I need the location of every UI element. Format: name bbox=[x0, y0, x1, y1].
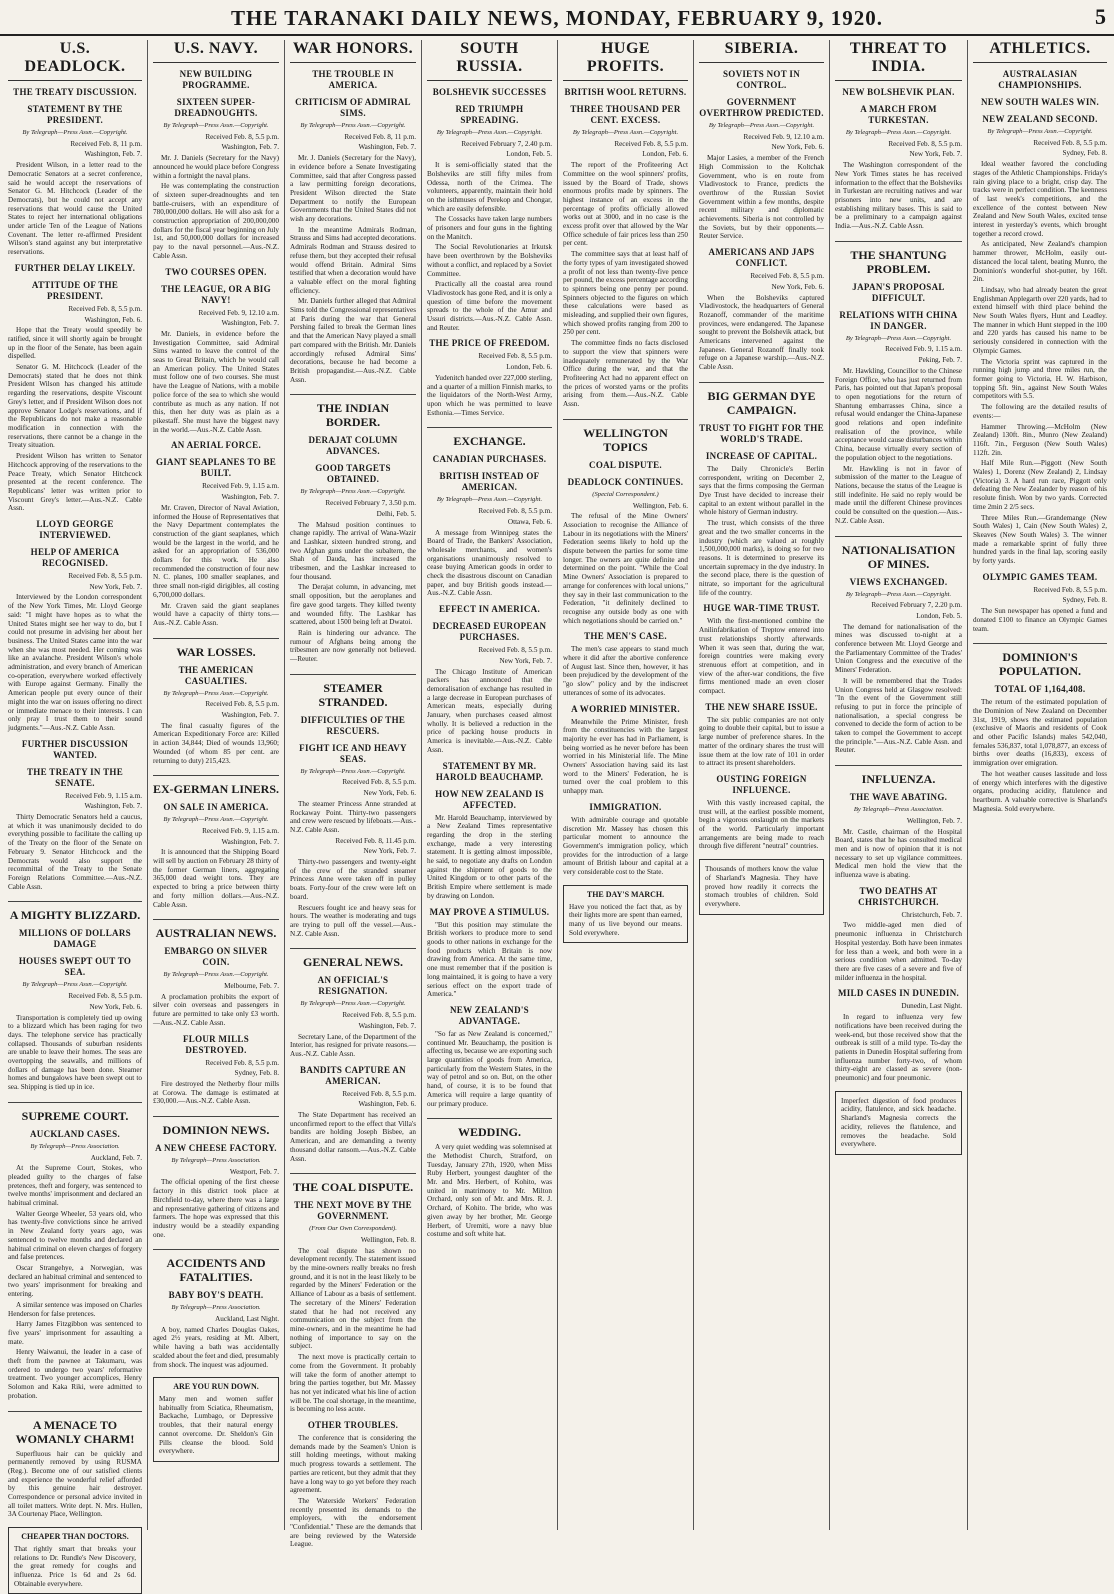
article-paragraph: The Social Revolutionaries at Irkutsk have been overthrown by the Bolsheviks without a conflict, and replaced by a Soviet Committee. bbox=[427, 243, 552, 278]
byline: By Telegraph—Press Assn.—Copyright. bbox=[845, 590, 952, 598]
dateline: Melbourne, Feb. 7. bbox=[224, 982, 279, 990]
subheading: THE WAVE ABATING. bbox=[849, 792, 948, 803]
article-paragraph: The Chicago Institute of American packers has announced that the demoralisation of exchange has resulted in a large decrease in European purchases of American meats, especially during January, when purchases ceased almost wholly. It is believed a reduction in the price of packing house products in America is inevitable.—Aus.-N.Z. Cable Assn. bbox=[427, 667, 552, 754]
column-1 bbox=[3, 40, 148, 1588]
article-paragraph: The men's case appears to stand much where it did after the abortive conference of August last. Since then, however, it has been prejudiced by the development of the "go slow" policy and by the indiscreet utterances of some of its advocates. bbox=[563, 645, 688, 697]
subheading: HELP OF AMERICA RECOGNISED. bbox=[30, 547, 120, 569]
article-paragraph: A proclamation prohibits the export of silver coin overseas and passengers in future are permitted to take only £3 worth.—Aus.-N.Z. Cable Assn. bbox=[153, 992, 279, 1027]
subheading: CRITICISM OF ADMIRAL SIMS. bbox=[295, 97, 411, 118]
article-paragraph: Transportation is completely tied up owing to a blizzard which has been raging for two days. The telephone service has practically collapsed. Thousands of suburban residents are unable to leave their homes. The seas are overtopping the seawalls, and millions of dollars of damage has been done. Steamer homes and bungalows have been swept out to sea. Shipping is tied up in ice. bbox=[8, 1013, 142, 1092]
article-paragraph: The demand for nationalisation of the mines was discussed to-night at a conference between Mr. Lloyd George and the Parliamentary Committee of the Trades' Union Congress and the executive of the Miners' Federation. bbox=[835, 622, 962, 675]
advertisement bbox=[563, 885, 688, 944]
article-paragraph: It is announced that the Shipping Board will sell by auction on February 28 thirty of the former German liners, aggregating 365,000 dead weight tons. They are expected to bring a price between thirty and forty million dollars.—Aus.-N.Z. Cable Assn. bbox=[153, 848, 279, 909]
subheading: TWO DEATHS AT CHRISTCHURCH. bbox=[858, 885, 939, 907]
subheading: BABY BOY'S DEATH. bbox=[168, 1290, 264, 1301]
dateline: Washington, Feb. 6. bbox=[84, 315, 142, 324]
subheading: DERAJAT COLUMN ADVANCES. bbox=[308, 435, 398, 457]
column-headline: U.S. NAVY. bbox=[153, 40, 279, 63]
article-paragraph: The Sun newspaper has opened a fund and donated £100 to finance an Olympic Games team. bbox=[973, 607, 1107, 633]
dateline: Received Feb. 8, 5.5 p.m. bbox=[614, 139, 688, 148]
article-paragraph: The report of the Profiteering Act Committee on the wool spinners' profits, issued by the Board of Trade, shows enormous profits made by spinners. The highest instance of an excess in the percentage of profits officially allowed works out at 3000, and in no case is the excess profit over that allowed by the War Office schedule of fair prices less than 250 per cent. bbox=[563, 161, 688, 248]
advertisement-heading: CHEAPER THAN DOCTORS. bbox=[21, 1532, 129, 1542]
column-7 bbox=[830, 40, 968, 1530]
subheading: DECREASED EUROPEAN PURCHASES. bbox=[432, 621, 547, 643]
article-paragraph: President Wilson has written to Senator Hitchcock approving of the reservations to the Peace Treaty, which Senator Hitchcock presented at the recent conference. The Republicans' letter was written prior to Viscount Grey's letter.—Aus.-N.Z. Cable Assn. bbox=[8, 452, 142, 513]
article-paragraph: Walter George Wheeler, 53 years old, who has twenty-five convictions since he arrived in New Zealand forty years ago, was sentenced to twelve months and declared an habitual criminal on eleven charges of forgery and false pretences. bbox=[8, 1209, 142, 1262]
dateline: Received Feb. 8, 5.5 p.m. bbox=[478, 352, 552, 361]
dateline: Washington, Feb. 7. bbox=[221, 319, 279, 328]
article-paragraph: Interviewed by the London correspondent of the New York Times, Mr. Lloyd George said: "I might have hopes as to what the United States might see her way to do, but I could not presume in advising her about her business. The United States came into the war when she was most needed. Her coming was like an avalanche. President Wilson's whole administration, and every branch of American co-operation, everywhere worked effectively with Europe against Germany. Finally the American people put every ounce of their might into the war on issues offering no direct or immediate menace to their interests. I can only pray I trust them to their sound judgments."—Aus.-N.Z. Cable Assn. bbox=[8, 593, 142, 732]
article-paragraph: The Derajat column, in advancing, met small opposition, but the aeroplanes and fire gave good targets. They killed twenty and wounded fifty. The Lashkar has scattered, about 1500 being left at Dwatoi. bbox=[290, 583, 416, 627]
byline: By Telegraph—Press Assn.—Copyright. bbox=[300, 122, 406, 129]
article-paragraph: The Washington correspondent of the New York Times states he has received information to the effect that the Bolsheviks in Turkestan are recruiting natives and war prisoners into new units, and are establishing military bases. This is said to be a preliminary to a campaign against India.—Aus.-N.Z. Cable Assn. bbox=[835, 161, 962, 231]
subheading: DIFFICULTIES OF THE RESCUERS. bbox=[300, 714, 406, 736]
article-paragraph: The committee says that at least half of the forty types of yarn investigated showed a profit of not less than twenty-five pence per pound, the excess percentage according to spinners being one penny per pound. Spinners objected to the figures on which these calculations were based as misleading, and supplied their own figures, which showed profits ranging from 200 to 250 per cent. bbox=[563, 250, 688, 337]
article-paragraph: Rescuers fought ice and heavy seas for hours. The weather is moderating and tugs are trying to pull off the vessel.—Aus.-N.Z. Cable Assn. bbox=[290, 903, 416, 938]
dateline: Peking, Feb. 7. bbox=[918, 356, 962, 365]
article-paragraph: Thirty-two passengers and twenty-eight of the crew of the stranded steamer Princess Anne were taken off in pulley boats. Forty-four of the crew were left on board. bbox=[290, 858, 416, 901]
article-paragraph: The next move is practically certain to come from the Government. It probably will take the form of another attempt to bring the parties together, but Mr. Massey has not yet indicated what his line of action will be. The coal shortage, in the meantime, is becoming no less acute. bbox=[290, 1353, 417, 1414]
subheading: RELATIONS WITH CHINA IN DANGER. bbox=[839, 309, 958, 331]
dateline: Washington, Feb. 7. bbox=[84, 150, 142, 159]
column-3 bbox=[285, 40, 422, 1549]
article-paragraph: The final casualty figures of the American Expeditionary Force are: Killed in action 34,844; Died of wounds 13,960; Wounded (of whom 85 per cent. are returning to duty) 215,423. bbox=[153, 721, 279, 765]
article-paragraph: The trust, which consists of the three great and the two smaller concerns in the industry (which are valued at roughly 1,500,000,000 marks), is doing so for two reasons. It is determined to preserve its uncertain supremacy in the dye industry. In the second place, there is the question of nitrate, so important for the agricultural life of the country. bbox=[699, 519, 824, 597]
article-paragraph: The official opening of the first cheese factory in this district took place at Birchfield to-day, where there was a large and representative gathering of citizens and farmers. The hope was expressed that this industry would be a steadily expanding one. bbox=[153, 1178, 279, 1239]
dateline: New York, Feb. 7. bbox=[363, 847, 416, 856]
dateline: London, Feb. 6. bbox=[506, 363, 552, 372]
dateline: Received Feb. 8, 5.5 p.m. bbox=[205, 700, 279, 709]
subheading: NEW ZEALAND'S ADVANTAGE. bbox=[449, 1004, 529, 1026]
section-headline: THE INDIAN BORDER. bbox=[290, 394, 416, 429]
byline: By Telegraph—Press Assn.—Copyright. bbox=[300, 488, 406, 496]
byline: By Telegraph—Press Assn.—Copyright. bbox=[163, 971, 269, 979]
section-headline: DOMINION NEWS. bbox=[153, 1116, 279, 1137]
byline: By Telegraph—Press Association. bbox=[30, 1142, 120, 1150]
advertisement-heading: THE DAY'S MARCH. bbox=[586, 889, 665, 899]
article-paragraph: In regard to influenza very few notifications have been received during the week-end, but those received show that the outbreak is still of a mild type. To-day the patients in Dunedin Hospital suffering from influenza number forty-two, of whom thirty-eight are classed as severe (non-pneumonic) and four pneumonic. bbox=[835, 1013, 962, 1083]
dateline: Received Feb. 8, 5.5 p.m. bbox=[1033, 585, 1107, 594]
article-paragraph: With admirable courage and quotable discretion Mr. Massey has chosen this particular moment to announce the Government's immigration policy, which provides for the introduction of a large amount of British labour and capital at a very considerable cost to the State. bbox=[563, 815, 688, 877]
subheading: DEADLOCK CONTINUES. bbox=[567, 476, 684, 487]
subheading: NEW BUILDING PROGRAMME. bbox=[179, 69, 253, 90]
article-paragraph: Practically all the coastal area round Vladivostock has gone Red, and it is only a question of time before the movement spreads to the whole of the Amur and Ussuri districts.—Aus.-N.Z. Cable Assn. and Reuter. bbox=[427, 280, 552, 332]
subheading: TWO COURSES OPEN. bbox=[165, 266, 267, 277]
article-paragraph: Half Mile Run.—Piggott (New South Wales) 1, Dorenz (New Zealand) 2, Lindsay (Victoria) 3. A hard run race, Piggott only defeating the New Zealander by reason of his resolute finish. Won by two yards. Corrected time 2min 2 2/5 secs. bbox=[973, 459, 1107, 511]
article-paragraph: With the first-mentioned combine the Anilinfabrikation of Treptow entered into trust relationships shortly afterwards. When it was seen that, during the war, foreign countries were making every strenuous effort at competition, and in view of the after-war conditions, the five firms mentioned made an even closer compact. bbox=[699, 617, 824, 696]
article-paragraph: With this vastly increased capital, the trust will, at the earliest possible moment, begin a vigorous onslaught on the markets of the world. Particularly important arrangements are being made to reach through five different "neutral" countries. bbox=[699, 798, 824, 851]
subheading: STATEMENT BY MR. HAROLD BEAUCHAMP. bbox=[435, 760, 544, 782]
dateline: London, Feb. 5. bbox=[916, 611, 962, 620]
dateline: Received Feb. 9, 1.15 a.m. bbox=[885, 345, 962, 354]
section-headline: WEDDING. bbox=[427, 1118, 552, 1139]
subheading: RED TRIUMPH SPREADING. bbox=[455, 104, 524, 125]
subheading: SIXTEEN SUPER-DREADNOUGHTS. bbox=[174, 97, 258, 118]
article-paragraph: The committee finds no facts disclosed to support the view that spinners were inadequately remunerated by the War Office during the war, and that the Profiteering Act had no apparent effect on the prices of worsted yarns or the profits arising from them.—Aus.-N.Z. Cable Assn. bbox=[563, 339, 688, 409]
article-paragraph: Oscar Strangehye, a Norwegian, was declared an habitual criminal and sentenced to two years' imprisonment for breaking and entering. bbox=[8, 1263, 142, 1299]
subheading: THE MEN'S CASE. bbox=[584, 631, 667, 642]
subheading: MILD CASES IN DUNEDIN. bbox=[837, 988, 960, 999]
article-paragraph: Yudenitch handed over 227,000 sterling, and a quarter of a million Finnish marks, to the liquidators of the North-West Army, upon which he was permitted to leave Esthonia.—Times Service. bbox=[427, 373, 552, 417]
dateline: Auckland, Feb. 7. bbox=[90, 1153, 142, 1162]
dateline: Wellington, Feb. 8. bbox=[360, 1235, 416, 1244]
article-paragraph: Ideal weather favored the concluding stages of the Athletic Championships. Friday's rain giving place to a bright, crisp day. The tracks were in perfect condition. The keenness of last week's competitions, and the excellence of the contest between New Zealand and New South Wales, excited tense interest in yesterday's events, which brought together a record crowd. bbox=[973, 160, 1107, 238]
dateline: Received February 7, 3.50 p.m. bbox=[325, 499, 416, 508]
subheading: THREE THOUSAND PER CENT. EXCESS. bbox=[570, 104, 681, 125]
subheading: MILLIONS OF DOLLARS DAMAGE bbox=[19, 928, 131, 950]
dateline: Sydney, Feb. 8. bbox=[1062, 149, 1107, 158]
dateline: Dunedin, Last Night. bbox=[901, 1002, 962, 1011]
dateline: Delhi, Feb. 5. bbox=[376, 509, 416, 518]
subheading: GIANT SEAPLANES TO BE BUILT. bbox=[155, 457, 277, 479]
subheading: FIGHT ICE AND HEAVY SEAS. bbox=[299, 742, 407, 764]
article-paragraph: Major Lasies, a member of the French High Commission to the Koltchak Government, who is en route from Vladivostock to France, predicts the overthrow of the Russian Soviet Government within a few months, despite recent military and diplomatic achievements. Siberia is not controlled by the Soviets, but by their opponents.—Reuter Service. bbox=[699, 154, 824, 241]
dateline: London, Feb. 5. bbox=[506, 150, 552, 159]
byline: By Telegraph—Press Assn.—Copyright. bbox=[436, 496, 543, 504]
byline: (From Our Own Correspondent). bbox=[309, 1225, 397, 1233]
byline: By Telegraph—Press Assn.—Copyright. bbox=[300, 1000, 406, 1008]
article-paragraph: A boy, named Charles Douglas Oakes, aged 2½ years, residing at Mt. Albert, while having a bath was accidentally scalded about the feet and died, presumably from shock. The inquest was adjourned. bbox=[153, 1325, 279, 1369]
subheading: FLOUR MILLS DESTROYED. bbox=[182, 1033, 250, 1055]
column-8 bbox=[968, 40, 1112, 1530]
article-paragraph: The Cossacks have taken large numbers of prisoners and four guns in the fighting on the Manitch. bbox=[427, 215, 552, 241]
article-paragraph: Thirty Democratic Senators held a caucus, at which it was unanimously decided to do everything possible to facilitate the calling up of the Treaty on the floor of the Senate on February 9. Senator Hitchcock and the Democrats would also support the recommittal of the Treaty to the Senate Foreign Relations Committee.—Aus.-N.Z. Cable Assn. bbox=[8, 813, 142, 891]
advertisement-text: Have you noticed the fact that, as by their lights more are spent than earned, many of us live beyond our means. Sold everywhere. bbox=[569, 902, 682, 937]
section-headline: ACCIDENTS AND FATALITIES. bbox=[153, 1249, 279, 1284]
article-paragraph: A similar sentence was imposed on Charles Henderson for false pretences. bbox=[8, 1300, 142, 1318]
article-paragraph: The Victoria sprint was captured in the running high jump and three miles run, the former going to Victoria, H. W. Harbison, topping 5ft. 9in., against New South Wales competitors with 5.5. bbox=[973, 357, 1107, 401]
dateline: London, Feb. 6. bbox=[642, 150, 688, 159]
subheading: FURTHER DELAY LIKELY. bbox=[14, 262, 136, 273]
subheading: OTHER TROUBLES. bbox=[307, 1420, 399, 1431]
dateline: Received Feb. 8, 5.5 p.m. bbox=[68, 304, 142, 313]
subheading: THE LEAGUE, OR A BIG NAVY! bbox=[161, 283, 271, 305]
dateline: Washington, Feb. 7. bbox=[84, 802, 142, 811]
subheading: OUSTING FOREIGN INFLUENCE. bbox=[716, 773, 807, 795]
byline: By Telegraph—Press Assn.—Copyright. bbox=[845, 129, 952, 136]
section-headline: A MIGHTY BLIZZARD. bbox=[8, 901, 142, 922]
subheading: STATEMENT BY THE PRESIDENT. bbox=[27, 104, 123, 125]
dateline: Received Feb. 9, 1.15 a.m. bbox=[65, 791, 142, 800]
dateline: Received Feb. 8, 11.45 p.m. bbox=[335, 836, 416, 845]
dateline: Received Feb. 8, 5.5 p.m. bbox=[478, 646, 552, 655]
subheading: BRITISH INSTEAD OF AMERICAN. bbox=[439, 471, 540, 493]
advertisement bbox=[699, 859, 824, 915]
subheading: THE TROUBLE IN AMERICA. bbox=[312, 69, 394, 90]
dateline: Wellington, Feb. 7. bbox=[906, 816, 962, 825]
subheading: COAL DISPUTE. bbox=[589, 459, 662, 470]
byline: By Telegraph—Press Assn.—Copyright. bbox=[300, 767, 406, 775]
masthead bbox=[0, 0, 1114, 36]
dateline: Received Feb. 8, 5.5 p.m. bbox=[205, 132, 279, 141]
section-headline: DOMINION'S POPULATION. bbox=[973, 643, 1107, 678]
column-headline: HUGE PROFITS. bbox=[563, 40, 688, 81]
section-headline: EXCHANGE. bbox=[427, 427, 552, 448]
dateline: Sydney, Feb. 8. bbox=[1062, 596, 1107, 605]
article-paragraph: Mr. Daniels further alleged that Admiral Sims told the Congressional representatives at Paris during the war that General Pershing failed to break the German lines and that the American Navy played a small part compared with the British. Mr. Daniels accordingly refused Admiral Sims' decorations, because he had become a British propagandist.—Aus.-N.Z. Cable Assn. bbox=[290, 297, 416, 384]
byline: By Telegraph—Press Association. bbox=[171, 1157, 261, 1165]
byline: By Telegraph—Press Assn.—Copyright. bbox=[436, 129, 543, 136]
byline: (Special Correspondent.) bbox=[592, 490, 659, 498]
byline: By Telegraph—Press Assn.—Copyright. bbox=[22, 129, 128, 136]
subheading: BRITISH WOOL RETURNS. bbox=[564, 87, 687, 97]
column-6 bbox=[694, 40, 830, 1530]
dateline: Received Feb. 8, 5.5 p.m. bbox=[68, 992, 142, 1001]
article-paragraph: Mr. Harold Beauchamp, interviewed by a New Zealand Times representative regarding the drop in the sterling exchange, made a very interesting statement. It is getting almost impossible, he said, to negotiate any drafts on London against the shipment of goods to the United Kingdom or to other parts of the British Empire where settlement is made by drawing on London. bbox=[427, 813, 552, 900]
subheading: AMERICANS AND JAPS CONFLICT. bbox=[708, 247, 815, 269]
article-paragraph: Meanwhile the Prime Minister, fresh from the constituencies with the largest majority he ever has had in Parliament, is being worried as he never before has been worried in his Ministerial life. The Mine Owners' Association having said its last word to the Miners' Federation, he is turned over the coal problem to this unhappy man. bbox=[563, 717, 688, 796]
advertisement-text: Many men and women suffer habitually from Sciatica, Rheumatism, Backache, Lumbago, or Depressive troubles, that their natural energy cannot overcome. Dr. Sheldon's Gin Pills cleanse the blood. Sold everywhere. bbox=[159, 1394, 273, 1456]
section-headline: THE COAL DISPUTE. bbox=[290, 1173, 416, 1194]
section-headline: WELLINGTON TOPICS bbox=[563, 419, 688, 454]
article-paragraph: It is semi-officially stated that the Bolsheviks are still fifty miles from Odessa, north of the Crimea. The volunteers, apparently, maintain their hold on the isthmuses of Perekop and Chongar, which are easily defensible. bbox=[427, 161, 552, 213]
column-5 bbox=[558, 40, 694, 1530]
subheading: A MARCH FROM TURKESTAN. bbox=[860, 104, 937, 125]
article-paragraph: The Daily Chronicle's Berlin correspondent, writing on December 2, says that the firms composing the German Dye Trust have decided to increase their capital to an extent without parallel in the whole history of German industry. bbox=[699, 464, 824, 517]
dateline: Auckland, Last Night. bbox=[215, 1315, 279, 1324]
dateline: Received Feb. 8, 5.5 p.m. bbox=[1033, 138, 1107, 147]
dateline: New York, Feb. 6. bbox=[771, 143, 824, 152]
subheading: EMBARGO ON SILVER COIN. bbox=[164, 946, 268, 968]
dateline: Received Feb. 8, 5.5 p.m. bbox=[750, 272, 824, 281]
dateline: Washington, Feb. 7. bbox=[358, 143, 416, 152]
article-paragraph: Hammer Throwing.—McHolm (New Zealand) 130ft. 8in., Munro (New Zealand) 116ft. 7in., Ferguson (New South Wales) 112ft. 2in. bbox=[973, 422, 1107, 457]
subheading: ON SALE IN AMERICA. bbox=[163, 802, 269, 813]
subheading: NEW BOLSHEVIK PLAN. bbox=[842, 87, 955, 97]
subheading: THE NEXT MOVE BY THE GOVERNMENT. bbox=[294, 1200, 412, 1222]
byline: By Telegraph—Press Association. bbox=[853, 806, 944, 814]
article-paragraph: The return of the estimated population of the Dominion of New Zealand on December 31st, 1919, shows the estimated population (exclusive of Maoris and residents of Cook and other Pacific Islands) males 542,040, females 536,837, total 1,078,877, an excess of births over deaths (16,833), excess of immigration over emigration. bbox=[973, 698, 1107, 768]
subheading: HOUSES SWEPT OUT TO SEA. bbox=[18, 956, 132, 978]
article-paragraph: President Wilson, in a letter read to the Democratic Senators at a secret conference, said he would accept the reservations of Senator G. M. Hitchcock (Leader of the Democrats), but he could not accept any reservations that would cause the United States to reject her international obligations under article Ten of the League of Nations Covenant. The letter re-affirmed President Wilson's stand against any but interpretative reservations. bbox=[8, 161, 142, 257]
article-paragraph: Mr. J. Daniels (Secretary for the Navy), in evidence before a Senate Investigating Committee, said that after Congress passed a law permitting foreign decorations, President Wilson directed the State Department to notify the European Governments that the United States did not wish any decorations. bbox=[290, 154, 416, 224]
subheading: AUSTRALASIAN CHAMPIONSHIPS. bbox=[998, 69, 1082, 90]
article-paragraph: Mr. Hawkling is not in favor of submission of the matter to the League of Nations, because the status of the League is still indefinite. He said no reply would be made until the different Chinese provinces could be consulted on the question.—Aus.-N.Z. Cable Assn. bbox=[835, 464, 962, 525]
article-paragraph: Mr. Daniels, in evidence before the Investigation Committee, said Admiral Sims wanted to leave the control of the seas to Great Britain, which he would call an American policy. The United States must follow one of two courses. She must have the League of Nations, with a mobile police force of the sea to which she would contribute as much as any nation. If not this, then her duty was as plain as a pikestaff. She must have the biggest navy in the world.—Aus.-N.Z. Cable Assn. bbox=[153, 329, 279, 434]
column-headline: WAR HONORS. bbox=[290, 40, 416, 63]
subheading: THE PRICE OF FREEDOM. bbox=[429, 338, 550, 349]
subheading: BOLSHEVIK SUCCESSES bbox=[432, 87, 547, 97]
article-paragraph: The State Department has received an unconfirmed report to the effect that Villa's bandits are holding Joseph Bisbee, an American, and are demanding a twenty thousand dollar ransom.—Aus.-N.Z. Cable Assn. bbox=[290, 1111, 416, 1163]
dateline: Ottawa, Feb. 6. bbox=[507, 517, 552, 526]
subheading: HOW NEW ZEALAND IS AFFECTED. bbox=[435, 788, 544, 810]
dateline: Christchurch, Feb. 7. bbox=[901, 910, 962, 919]
byline: By Telegraph—Press Assn.—Copyright. bbox=[163, 689, 269, 697]
subheading: AUCKLAND CASES. bbox=[29, 1128, 120, 1139]
subheading: MAY PROVE A STIMULUS. bbox=[429, 906, 550, 917]
byline: By Telegraph—Press Assn.—Copyright. bbox=[22, 981, 128, 989]
subheading: GOVERNMENT OVERTHROW PREDICTED. bbox=[699, 97, 824, 118]
article-paragraph: Secretary Lane, of the Department of the Interior, has resigned for private reasons.—Aus.-N.Z. Cable Assn. bbox=[290, 1032, 416, 1058]
subheading: ATTITUDE OF THE PRESIDENT. bbox=[31, 279, 119, 301]
section-headline: INFLUENZA. bbox=[835, 765, 962, 786]
column-4 bbox=[422, 40, 558, 1530]
subheading: NEW SOUTH WALES WIN. bbox=[980, 97, 1100, 107]
subheading: JAPAN'S PROPOSAL DIFFICULT. bbox=[852, 281, 945, 303]
article-paragraph: The six public companies are not only going to double their capital, but to issue a large number of preference shares. In the matter of the ordinary shares the trust will issue them at the low rate of 101 in order to attract its present shareholders. bbox=[699, 715, 824, 768]
subheading: THE TREATY IN THE SENATE. bbox=[26, 766, 124, 788]
article-paragraph: Mr. Craven said the giant seaplanes would have a capacity of thirty tons.—Aus.-N.Z. Cable Assn. bbox=[153, 601, 279, 627]
article-paragraph: The conference that is considering the demands made by the Seamen's Union is still holding meetings, without making much progress towards a settlement. The parties are reticent, but they admit that they have a long way to go yet before they reach agreement. bbox=[290, 1434, 416, 1495]
article-paragraph: Mr. Craven, Director of Naval Aviation, informed the House of Representatives that the Navy Department contemplates the construction of the giant seaplanes, which would be the largest in the world, and he asked for an appropriation of 536,000 dollars for this work. He also recommended the construction of four new N. C. planes, 100 smaller seaplanes, and three small non-rigid dirigibles, all costing 6,700,000 dollars. bbox=[153, 503, 279, 599]
article-paragraph: Senator G. M. Hitchcock (Leader of the Democrats) stated that he does not think President Wilson has changed his attitude regarding the reservations, despite Viscount Grey's letter, and if President Wilson does not approve Senator Lodge's reservations, and if the Republicans do not make a reasonable modification in connection with the reservations, there cannot be a change in the Treaty situation. bbox=[8, 363, 142, 450]
dateline: Washington, Feb. 7. bbox=[221, 493, 279, 502]
article-paragraph: Mr. J. Daniels (Secretary for the Navy) announced he would place before Congress within a fortnight the naval plans. bbox=[153, 154, 279, 180]
article-paragraph: Harry James Fitzgibbon was sentenced to five years' imprisonment for assaulting a mate. bbox=[8, 1320, 142, 1346]
subheading: AN AERIAL FORCE. bbox=[170, 440, 262, 451]
article-paragraph: "So far as New Zealand is concerned," continued Mr. Beauchamp, the position is affecting us, because we are exporting such large quantities of goods from America, particularly from the Western States, in the way of petrol and so on. But, on the other hand, of course, it is to be found that America will require a large quantity of our primary produce. bbox=[427, 1029, 552, 1108]
subheading: HUGE WAR-TIME TRUST. bbox=[703, 603, 820, 614]
dateline: New York, Feb. 7. bbox=[499, 656, 552, 665]
dateline: Received Feb. 8, 11 p.m. bbox=[70, 139, 142, 148]
article-paragraph: He was contemplating the construction of sixteen super-dreadnoughts and ten battle-cruisers, with an expenditure of 780,000,000 dollars. He will also ask for a construction appropriation of 200,000,000 dollars for the fiscal year beginning on July 1st, and 50,000,000 dollars for increased pay to the naval personnel.—Aus.-N.Z. Cable Assn. bbox=[153, 182, 279, 260]
dateline: Received February 7, 2.40 p.m. bbox=[461, 139, 552, 148]
subheading: LLOYD GEORGE INTERVIEWED. bbox=[36, 519, 114, 541]
subheading: A NEW CHEESE FACTORY. bbox=[155, 1143, 277, 1154]
dateline: New York, Feb. 6. bbox=[771, 282, 824, 291]
subheading: THE NEW SHARE ISSUE. bbox=[705, 701, 818, 712]
subheading: INCREASE OF CAPITAL. bbox=[705, 450, 818, 461]
dateline: Received Feb. 8, 5.5 p.m. bbox=[342, 778, 416, 787]
dateline: Received Feb. 9, 12.10 a.m. bbox=[743, 132, 824, 141]
column-2 bbox=[148, 40, 285, 1530]
column-headline: SOUTH RUSSIA. bbox=[427, 40, 552, 81]
advertisement bbox=[153, 1377, 279, 1462]
dateline: Sydney, Feb. 8. bbox=[234, 1069, 279, 1078]
byline: By Telegraph—Press Assn.—Copyright. bbox=[163, 122, 269, 129]
article-paragraph: In the meantime Admirals Rodman, Strauss and Sims had accepted decorations. Admirals Rodman and Strauss desired to refuse them, but they accepted their refusal would offend Britain. Admiral Sims testified that when a decoration would have a valuable effect on the moral fighting efficiency. bbox=[290, 225, 416, 295]
dateline: Wellington, Feb. 6. bbox=[632, 501, 688, 510]
article-paragraph: The Mahsud position continues to change rapidly. The arrival of Wana-Wazir and Lashkar, sixteen hundred strong, and two Afghan guns under the subaltern, the Shah of Dauda, has increased the tribesmen, and the Lashkar increased to four thousand. bbox=[290, 520, 416, 581]
newspaper-title: THE TARANAKI DAILY NEWS, MONDAY, FEBRUARY 9, 1920. bbox=[231, 6, 883, 30]
dateline: Washington, Feb. 7. bbox=[221, 143, 279, 152]
article-paragraph: The coal dispute has shown no development recently. The statement issued by the mine-owners really breaks no fresh ground, and it is not in the least likely to be regarded by the Miners' Federation or the Alliance of Labour as a basis of settlement. The secretary of the Miners' Federation stated that he had not received any communication on the subject from the mine-owners, and in the meantime he had nothing of importance to say on the subject. bbox=[290, 1246, 416, 1351]
article-paragraph: It will be remembered that the Trades Union Congress held at Glasgow resolved: "In the event of the Government still refusing to put in force the principle of nationalisation, a special congress be convened to decide the form of action to be taken to compel the Government to accept the principle."—Aus.-N.Z. Cable Assn. and Reuter. bbox=[835, 676, 962, 755]
dateline: Received Feb. 9, 1.15 a.m. bbox=[202, 826, 279, 835]
column-headline: U.S. DEADLOCK. bbox=[8, 40, 142, 81]
section-headline: A MENACE TO WOMANLY CHARM! bbox=[8, 1411, 142, 1446]
subheading: BANDITS CAPTURE AN AMERICAN. bbox=[300, 1064, 406, 1086]
advertisement-heading: ARE YOU RUN DOWN. bbox=[173, 1382, 259, 1392]
article-paragraph: A message from Winnipeg states the Board of Trade, the Bankers' Association, wholesale merchants, and women's organisations unanimously resolved to cease buying American goods in order to check the disastrous discount on Canadian paper, and buy British goods instead.—Aus.-N.Z. Cable Assn. bbox=[427, 528, 552, 598]
article-paragraph: Rain is hindering our advance. The rumour of Afghans being among the tribesmen are now generally not believed.—Reuter. bbox=[290, 628, 416, 664]
article-paragraph: The following are the detailed results of events:— bbox=[973, 403, 1107, 420]
subheading: TRUST TO FIGHT FOR THE WORLD'S TRADE. bbox=[699, 422, 824, 444]
byline: By Telegraph—Press Assn.—Copyright. bbox=[708, 122, 815, 129]
byline: By Telegraph—Press Assn.—Copyright. bbox=[987, 128, 1093, 135]
dateline: Washington, Feb. 7. bbox=[221, 711, 279, 720]
subheading: FURTHER DISCUSSION WANTED. bbox=[21, 738, 129, 760]
article-paragraph: The hot weather causes lassitude and loss of energy which interferes with the digestive organs, producing acidity, flatulence and heartburn. A valuable corrective is Sharland's Magnesia. Sold everywhere. bbox=[973, 769, 1107, 813]
advertisement-text: That rightly smart that breaks your relations to Dr. Rundle's New Discovery, the great remedy for coughs and influenza. Price 1s 6d and 2s 6d. Obtainable everywhere. bbox=[14, 1544, 136, 1588]
advertisement-text: Imperfect digestion of food produces acidity, flatulence, and sick headache. Sharland's Magnesia corrects the acidity, relieves the flatulence, and removes the headache. Sold everywhere. bbox=[841, 1096, 956, 1149]
subheading: NEW ZEALAND SECOND. bbox=[982, 114, 1098, 124]
dateline: Received Feb. 8, 5.5 p.m. bbox=[478, 507, 552, 516]
article-paragraph: Three Miles Run.—Grandemange (New South Wales) 1, Cain (New South Wales) 2, Skeaves (New South Wales) 3. The winner made a remarkable sprint of fully three hundred yards in the final lap, scoring easily by forty yards. bbox=[973, 513, 1107, 566]
article-paragraph: The refusal of the Mine Owners' Association to recognise the Alliance of Labour in its negotiations with the Miners' Federation seems likely to hold up the dispute between the parties for some time longer. The owners are quite definite and determined on the point. "While the Coal Mine Owners' Association is prepared to arrange for conferences with local unions," they say in their last communication to the Federation, "it definitely declined to recognise any outside body as one with which negotiations should be carried on." bbox=[563, 512, 688, 625]
article-paragraph: At the Supreme Court, Stokes, who pleaded guilty to the charges of false pretences, theft and forgery, was sentenced to twelve months' imprisonment and declared an habitual criminal. bbox=[8, 1164, 142, 1208]
page-number: 5 bbox=[1095, 4, 1106, 29]
dateline: Received Feb. 8, 5.5 p.m. bbox=[342, 1011, 416, 1020]
advertisement bbox=[8, 1527, 142, 1594]
dateline: Received February 7, 2.20 p.m. bbox=[871, 601, 962, 610]
byline: By Telegraph—Press Assn.—Copyright. bbox=[163, 816, 269, 824]
advertisement-text: Thousands of mothers know the value of Sharland's Magnesia. They have proved how readily it corrects the stomach troubles of children. Sold everywhere. bbox=[705, 865, 818, 908]
article-paragraph: Superfluous hair can be quickly and permanently removed by using RUSMA (Reg.). Become one of our satisfied clients and experience the wonderful relief afforded by this genuine hair destroyer. Correspondence or personal advice invited in all toilet matters. Write dept. N. Mrs. Hullen, 3A Courtenay Place, Wellington. bbox=[8, 1449, 142, 1519]
article-paragraph: The Waterside Workers' Federation recently presented its demands to the employers, with the endorsement "Confidential." These are the demands that are being reviewed by the Waterside League. bbox=[290, 1496, 416, 1549]
dateline: Received Feb. 9, 12.10 a.m. bbox=[198, 308, 279, 317]
subheading: IMMIGRATION. bbox=[589, 801, 662, 812]
article-paragraph: Lindsay, who had already beaten the great Englishman Applegarth over 220 yards, had to extend himself with third place behind the New South Wales flyers, Hunt and Leadley. The manner in which Hunt stepped in the 100 and 220 yards has caused his name to be seriously considered in connection with the Olympic Games. bbox=[973, 285, 1107, 355]
section-headline: STEAMER STRANDED. bbox=[290, 674, 416, 709]
subheading: VIEWS EXCHANGED. bbox=[849, 576, 948, 587]
article-paragraph: Fire destroyed the Netherby flour mills at Corowa. The damage is estimated at £30,000.—Aus.-N.Z. Cable Assn. bbox=[153, 1079, 279, 1106]
subheading: A WORRIED MINISTER. bbox=[571, 703, 680, 714]
subheading: AN OFFICIAL'S RESIGNATION. bbox=[317, 975, 389, 997]
dateline: Received Feb. 8, 11 p.m. bbox=[344, 132, 416, 141]
article-paragraph: Hope that the Treaty would speedily be ratified, since it will shortly again be brought up in the floor of the Senate, has been again dispelled. bbox=[8, 326, 142, 361]
dateline: Received Feb. 8, 5.5 p.m. bbox=[888, 139, 962, 148]
subheading: CANADIAN PURCHASES. bbox=[432, 454, 547, 465]
article-paragraph: A very quiet wedding was solemnised at the Methodist Church, Stratford, on Tuesday, January 27th, 1920, when Miss Ruby Herbert, youngest daughter of the Mr. and Mrs. Herbert, of Kohito, was united in matrimony to Mr. Milton Orchard, only son of Mr. and Mrs. R. J. Orchard, of Kohito. The bride, who was given away by her brother, Mr. George Herbert, of Uremiti, wore a navy blue costume and soft white hat. bbox=[427, 1143, 552, 1239]
dateline: Received Feb. 9, 1.15 a.m. bbox=[202, 482, 279, 491]
dateline: Received Feb. 8, 5.5 p.m. bbox=[68, 572, 142, 581]
subheading: EFFECT IN AMERICA. bbox=[439, 604, 540, 615]
byline: By Telegraph—Press Assn.—Copyright. bbox=[845, 334, 952, 342]
subheading: OLYMPIC GAMES TEAM. bbox=[982, 571, 1098, 582]
article-paragraph: When the Bolsheviks captured Vladivostock, the headquarters of General Rozanoff, commander of the maritime provinces, were endangered. The Japanese sought to prevent the Bolshevik attack, but Americans intervened against the Japanese. General Rozanoff finally took refuge on a Japanese warship.—Aus.-N.Z. Cable Assn. bbox=[699, 293, 824, 372]
dateline: Received Feb. 8, 5.5 p.m. bbox=[205, 1058, 279, 1067]
article-paragraph: As anticipated, New Zealand's champion hammer thrower, McHolm, easily out-distanced the local talent, beating Munro, the Dominion's wonderful shot-putter, by 16ft. 2in. bbox=[973, 240, 1107, 284]
dateline: Received Feb. 8, 5.5 p.m. bbox=[342, 1089, 416, 1098]
article-paragraph: Two middle-aged men died of pneumonic influenza in Christchurch Hospital yesterday. Both have been inmates for less than a week, and both were in a serious condition when admitted. To-day there are five cases of a severe and five of milder influenza in the hospital. bbox=[835, 921, 962, 982]
subheading: TOTAL OF 1,164,408. bbox=[994, 684, 1086, 695]
column-headline: THREAT TO INDIA. bbox=[835, 40, 962, 81]
article-paragraph: The steamer Princess Anne stranded at Rockaway Point. Thirty-two passengers and crew were rescued by lifeboats.—Aus.-N.Z. Cable Assn. bbox=[290, 799, 416, 834]
dateline: New York, Feb. 7. bbox=[909, 150, 962, 159]
subheading: THE TREATY DISCUSSION. bbox=[13, 87, 137, 97]
dateline: New York, Feb. 7. bbox=[89, 582, 142, 591]
section-headline: THE SHANTUNG PROBLEM. bbox=[835, 241, 962, 276]
advertisement bbox=[835, 1091, 962, 1155]
article-paragraph: "But this position may stimulate the British workers to produce more to send goods to other nations in exchange for the food products which Britain is now drawing from America. At the same time, one must remember that if the position is long maintained, it is going to have a very serious effect on the export trade of America." bbox=[427, 920, 552, 999]
section-headline: WAR LOSSES. bbox=[153, 638, 279, 659]
section-headline: NATIONALISATION OF MINES. bbox=[835, 536, 962, 571]
byline: By Telegraph—Press Assn.—Copyright. bbox=[572, 129, 679, 136]
byline: By Telegraph—Press Association. bbox=[171, 1304, 261, 1312]
section-headline: GENERAL NEWS. bbox=[290, 948, 416, 969]
section-headline: SUPREME COURT. bbox=[8, 1102, 142, 1123]
article-paragraph: Henry Waiwanui, the leader in a case of theft from the pawnee at Takumaru, was ordered to undergo two years' reformative treatment. Two younger accomplices, Henry Solomon and Kaka Riki, were admitted to probation. bbox=[8, 1348, 142, 1400]
dateline: Washington, Feb. 7. bbox=[358, 1021, 416, 1030]
section-headline: BIG GERMAN DYE CAMPAIGN. bbox=[699, 382, 824, 417]
section-headline: EX-GERMAN LINERS. bbox=[153, 775, 279, 796]
dateline: New York, Feb. 6. bbox=[89, 1002, 142, 1011]
dateline: New York, Feb. 6. bbox=[363, 789, 416, 798]
subheading: GOOD TARGETS OBTAINED. bbox=[315, 463, 391, 485]
dateline: Washington, Feb. 7. bbox=[221, 837, 279, 846]
section-headline: AUSTRALIAN NEWS. bbox=[153, 919, 279, 940]
subheading: SOVIETS NOT IN CONTROL. bbox=[722, 69, 801, 90]
column-headline: SIBERIA. bbox=[699, 40, 824, 63]
column-headline: ATHLETICS. bbox=[973, 40, 1107, 63]
subheading: THE AMERICAN CASUALTIES. bbox=[178, 664, 254, 686]
article-paragraph: Mr. Castle, chairman of the Hospital Board, states that he has consulted medical men and is now of opinion that it is not necessary to set up vigilance committees. Medical men hold the view that the influenza wave is abating. bbox=[835, 827, 962, 880]
dateline: Westport, Feb. 7. bbox=[229, 1167, 279, 1176]
article-paragraph: Mr. Hawkling, Councillor to the Chinese Foreign Office, who has just returned from Paris, has pointed out that Japan's proposal to open negotiations for the return of Shantung embarrasses China, since a refusal would endanger the China-Japanese good relations and open indefinite realisation of the province, while acceptance would cause disturbances within China, because virtually every section of the population object to the negotiations. bbox=[835, 366, 962, 462]
dateline: Washington, Feb. 6. bbox=[358, 1100, 416, 1109]
